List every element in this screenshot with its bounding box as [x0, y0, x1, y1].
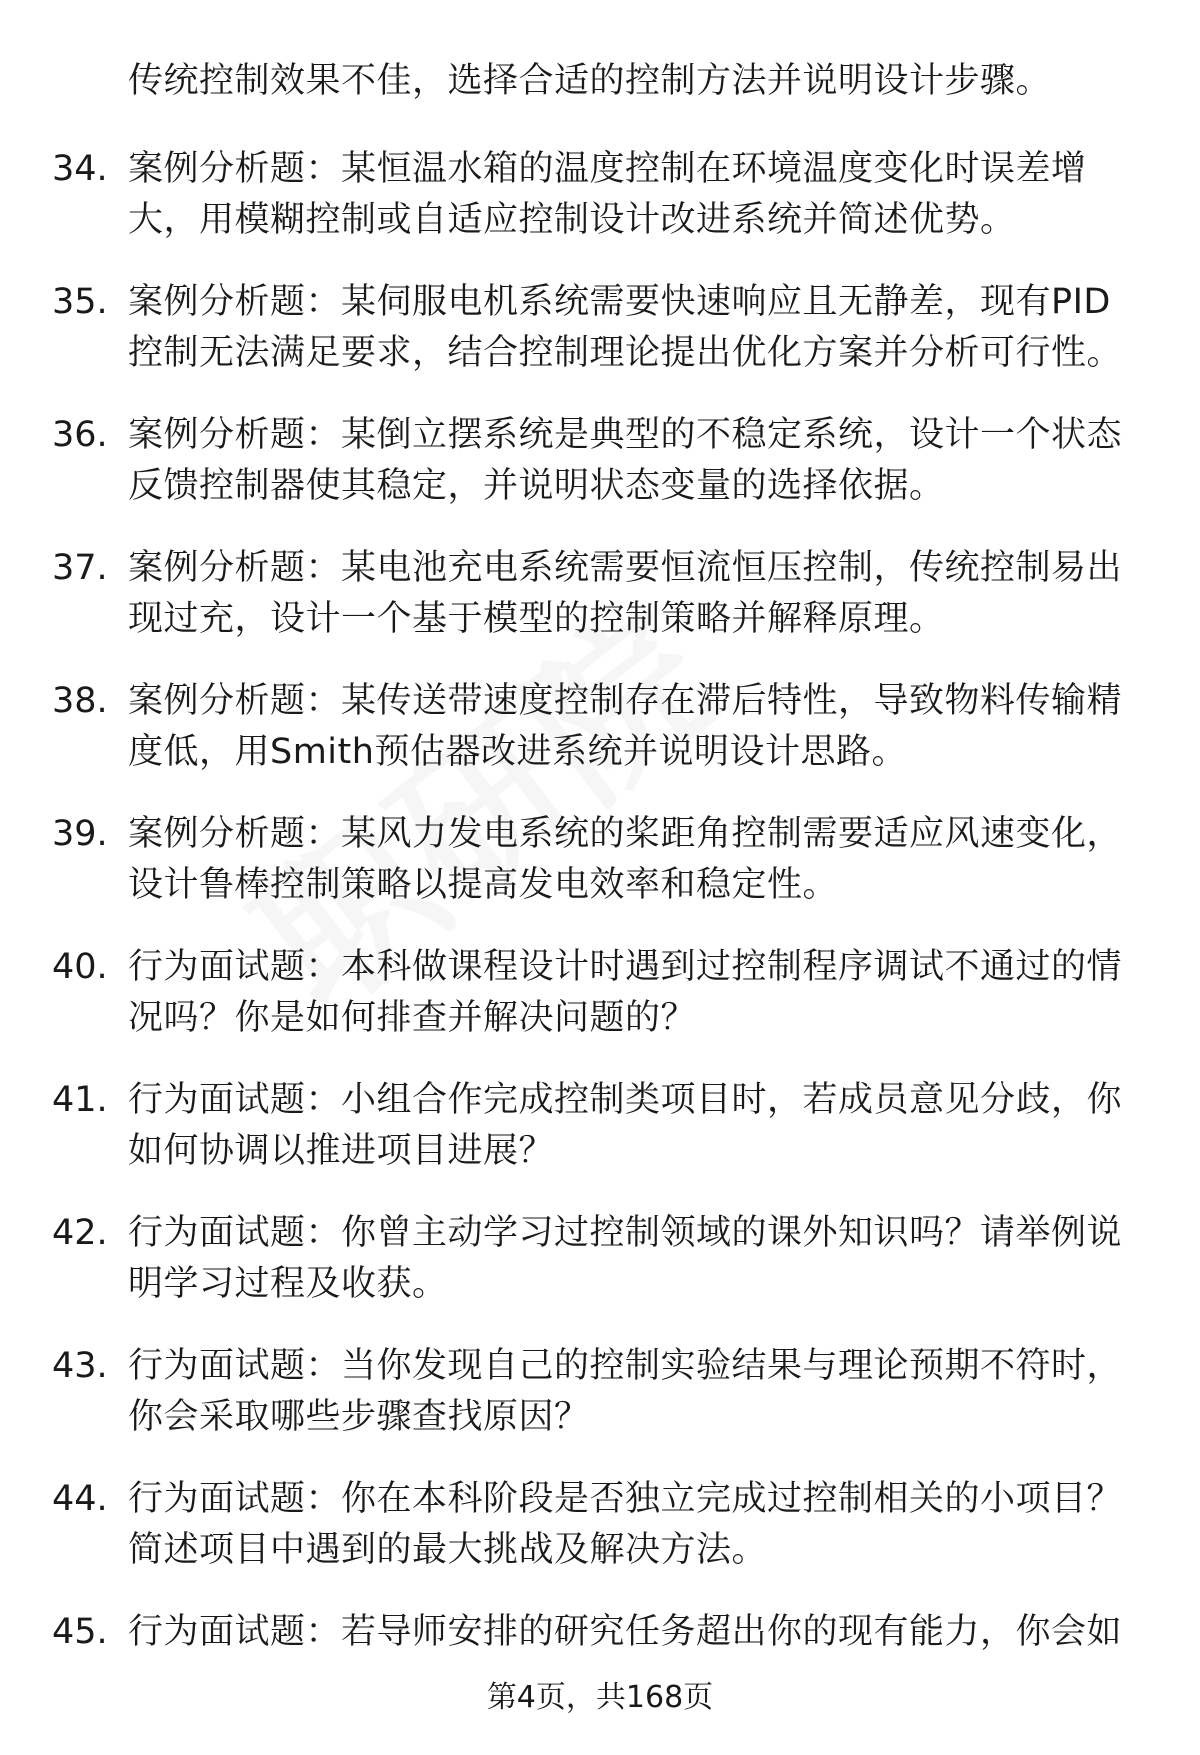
question-item [0, 410, 1200, 543]
question-item [0, 676, 1200, 809]
question-text: 行为面试题：你在本科阶段是否独立完成过控制相关的小项目？简述项目中遇到的最大挑战及解决方法。 [128, 1479, 1123, 1570]
question-item [0, 144, 1200, 277]
question-text: 案例分析题：某倒立摆系统是典型的不稳定系统，设计一个状态反馈控制器使其稳定，并说明状态变量的选择依据。 [128, 415, 1123, 506]
question-text: 案例分析题：某恒温水箱的温度控制在环境温度变化时误差增大，用模糊控制或自适应控制设计改进系统并简述优势。 [128, 149, 1087, 240]
question-item [0, 1607, 1200, 1740]
page-number-footer: 第4页，共168页 [486, 1680, 714, 1715]
question-number: 37. [52, 548, 108, 588]
question-number: 34. [52, 149, 108, 189]
question-number: 45. [52, 1612, 108, 1652]
question-text: 行为面试题：本科做课程设计时遇到过控制程序调试不通过的情况吗？你是如何排查并解决问题的？ [128, 947, 1123, 1038]
question-number: 44. [52, 1479, 108, 1519]
question-text: 案例分析题：某伺服电机系统需要快速响应且无静差，现有PID控制无法满足要求，结合控制理论提出优化方案并分析可行性。 [128, 282, 1123, 373]
question-item [0, 1075, 1200, 1208]
question-number: 35. [52, 282, 108, 322]
question-text: 案例分析题：某传送带速度控制存在滞后特性，导致物料传输精度低，用Smith预估器改进系统并说明设计思路。 [128, 681, 1123, 772]
question-text: 行为面试题：若导师安排的研究任务超出你的现有能力，你会如 [128, 1612, 1123, 1652]
question-item [0, 1341, 1200, 1474]
question-text: 行为面试题：你曾主动学习过控制领域的课外知识吗？请举例说明学习过程及收获。 [128, 1213, 1123, 1304]
question-text: 行为面试题：小组合作完成控制类项目时，若成员意见分歧，你如何协调以推进项目进展？ [128, 1080, 1123, 1171]
question-number: 43. [52, 1346, 108, 1386]
question-number: 38. [52, 681, 108, 721]
question-item [0, 1474, 1200, 1607]
question-item [0, 1208, 1200, 1341]
question-number: 42. [52, 1213, 108, 1253]
question-text: 行为面试题：当你发现自己的控制实验结果与理论预期不符时，你会采取哪些步骤查找原因？ [128, 1346, 1123, 1437]
question-number: 41. [52, 1080, 108, 1120]
question-text: 案例分析题：某风力发电系统的桨距角控制需要适应风速变化，设计鲁棒控制策略以提高发电效率和稳定性。 [128, 814, 1123, 905]
question-number: 39. [52, 814, 108, 854]
question-number: 40. [52, 947, 108, 987]
question-item [0, 277, 1200, 410]
question-text: 案例分析题：某电池充电系统需要恒流恒压控制，传统控制易出现过充，设计一个基于模型的控制策略并解释原理。 [128, 548, 1123, 639]
question-list [0, 144, 1200, 1740]
continued-question-text: 传统控制效果不佳，选择合适的控制方法并说明设计步骤。 [128, 61, 1052, 101]
question-item [0, 942, 1200, 1075]
question-item [0, 809, 1200, 942]
question-item [0, 543, 1200, 676]
question-number: 36. [52, 415, 108, 455]
